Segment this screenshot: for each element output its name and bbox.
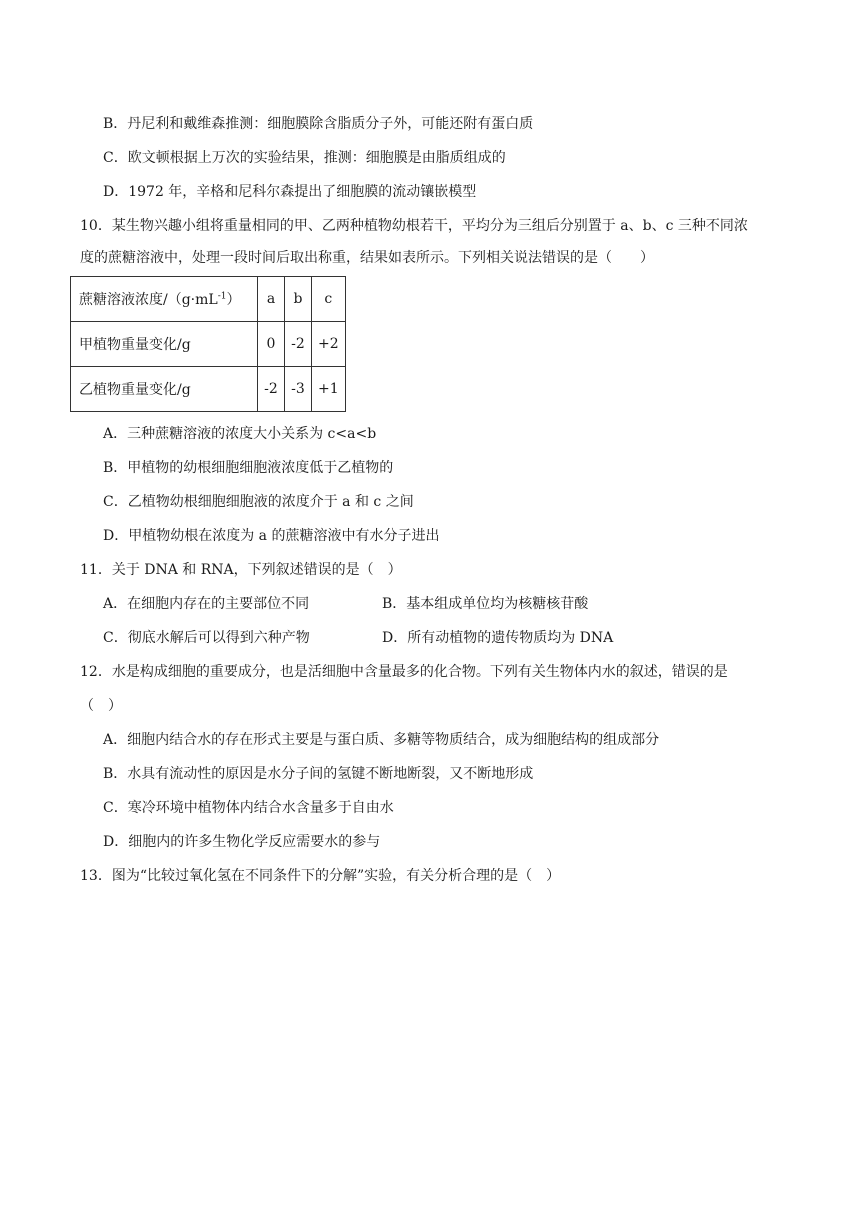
q10-stem-line2: 度的蔗糖溶液中，处理一段时间后取出称重，结果如表所示。下列相关说法错误的是（ ） bbox=[80, 250, 654, 266]
table-cell: -2 bbox=[285, 322, 312, 367]
q9-option-c: C．欧文顿根据上万次的实验结果，推测：细胞膜是由脂质组成的 bbox=[103, 150, 506, 166]
q12-option-c: C．寒冷环境中植物体内结合水含量多于自由水 bbox=[103, 800, 394, 816]
q11-option-a: A．在细胞内存在的主要部位不同 bbox=[103, 596, 310, 612]
table-cell: 0 bbox=[258, 322, 285, 367]
table-header-label: 蔗糖溶液浓度$/(g\cdot mL^{-1})$ bbox=[71, 277, 258, 322]
table-cell: +2 bbox=[312, 322, 346, 367]
q10-data-table bbox=[70, 276, 346, 412]
table-row-label: 乙植物重量变化/g bbox=[71, 367, 258, 412]
q10-option-d: D．甲植物幼根在浓度为 a 的蔗糖溶液中有水分子进出 bbox=[103, 528, 440, 544]
q11-stem: 11．关于 DNA 和 RNA，下列叙述错误的是（ ） bbox=[80, 562, 402, 578]
q11-option-c: C．彻底水解后可以得到六种产物 bbox=[103, 630, 310, 646]
q9-option-b: B．丹尼利和戴维森推测：细胞膜除含脂质分子外，可能还附有蛋白质 bbox=[103, 116, 534, 132]
table-cell: +1 bbox=[312, 367, 346, 412]
table-row-label: 甲植物重量变化/g bbox=[71, 322, 258, 367]
table-header-row bbox=[71, 277, 346, 322]
q9-option-d: D．1972 年，辛格和尼科尔森提出了细胞膜的流动镶嵌模型 bbox=[103, 184, 477, 200]
q10-option-c: C．乙植物幼根细胞细胞液的浓度介于 a 和 c 之间 bbox=[103, 494, 414, 510]
q12-option-a: A．细胞内结合水的存在形式主要是与蛋白质、多糖等物质结合，成为细胞结构的组成部分 bbox=[103, 732, 660, 748]
q10-option-b: B．甲植物的幼根细胞细胞液浓度低于乙植物的 bbox=[103, 460, 394, 476]
q10-stem-line1: 10．某生物兴趣小组将重量相同的甲、乙两种植物幼根若干，平均分为三组后分别置于 a、b、c 三种不同浓 bbox=[80, 218, 748, 234]
q12-stem-line2: （ ） bbox=[80, 698, 122, 714]
table-col-c: c bbox=[312, 277, 346, 322]
table-col-b: b bbox=[285, 277, 312, 322]
q12-option-d: D．细胞内的许多生物化学反应需要水的参与 bbox=[103, 834, 381, 850]
table-col-a: a bbox=[258, 277, 285, 322]
q13-stem: 13．图为“比较过氧化氢在不同条件下的分解”实验，有关分析合理的是（ ） bbox=[80, 868, 561, 884]
table-row bbox=[71, 322, 346, 367]
q12-option-b: B．水具有流动性的原因是水分子间的氢键不断地断裂，又不断地形成 bbox=[103, 766, 534, 782]
table-row bbox=[71, 367, 346, 412]
table-cell: -3 bbox=[285, 367, 312, 412]
q11-option-b: B．基本组成单位均为核糖核苷酸 bbox=[382, 596, 589, 612]
q10-option-a: A．三种蔗糖溶液的浓度大小关系为 c<a<b bbox=[103, 426, 377, 442]
q12-stem-line1: 12．水是构成细胞的重要成分，也是活细胞中含量最多的化合物。下列有关生物体内水的叙述，错误的是 bbox=[80, 664, 728, 680]
q11-option-d: D．所有动植物的遗传物质均为 DNA bbox=[382, 630, 614, 646]
table-cell: -2 bbox=[258, 367, 285, 412]
